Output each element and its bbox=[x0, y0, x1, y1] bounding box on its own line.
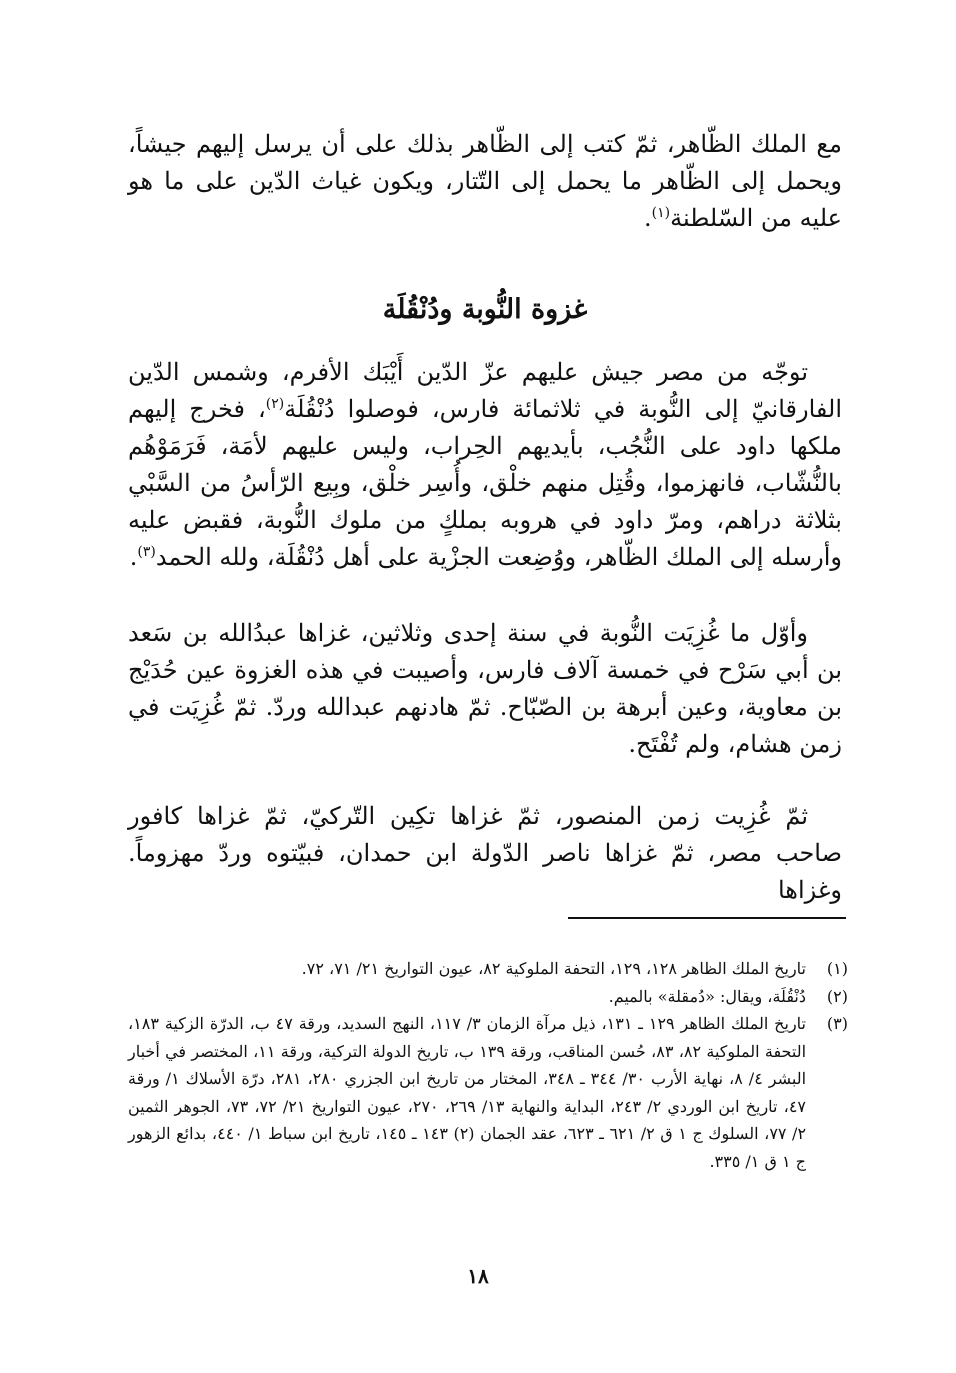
page-number: ١٨ bbox=[467, 1264, 489, 1288]
paragraph-nubia-campaign bbox=[128, 354, 842, 576]
paragraph-first-raid bbox=[128, 615, 842, 763]
intro-paragraph bbox=[128, 126, 842, 237]
footnote-3 bbox=[128, 1010, 848, 1175]
paragraph-text-part2: ، فخرج إليهم ملكها داود على النُّجُب، بأيديهم الحِراب، وليس عليهم لأمَة، فَرَمَوْهُم بالنُّشّاب، فانهزموا، وقُتِل منهم خلْق، وأُسِر خلْق، وبِيع الرّأسُ من السَّبْي بثلاثة دراهم، ومرّ داود في هروبه بملكٍ من ملوك النُّوبة، فقبض عليه وأرسله إلى الملك الظّاهر، ووُضِعت الجزْية على أهل دُنْقُلَة، ولله الحمد bbox=[128, 395, 842, 571]
paragraph-later-raids bbox=[128, 798, 842, 909]
footnote-ref-2: (٢) bbox=[265, 396, 285, 412]
footnote-ref-1: (١) bbox=[651, 205, 671, 221]
footnote-text: تاريخ الملك الظاهر ١٢٨، ١٢٩، التحفة الملوكية ٨٢، عيون التواريخ ٢١/ ٧١، ٧٢. bbox=[301, 959, 806, 978]
footnote-number: (١) bbox=[826, 959, 848, 978]
paragraph-text: وأوّل ما غُزِيَت النُّوبة في سنة إحدى وثلاثين، غزاها عبدُالله بن سَعد بن أبي سَرْح في خمسة آلاف فارس، وأصيبت في هذه الغزوة عين حُدَيْج بن معاوية، وعين أبرهة بن الصّبّاح. ثمّ هادنهم عبدالله وردّ. ثمّ غُزِيَت في زمن هشام، ولم تُفْتَح. bbox=[128, 619, 842, 758]
intro-end: . bbox=[644, 204, 652, 232]
footnote-number: (٣) bbox=[826, 1014, 848, 1033]
section-heading: غزوة النُّوبة ودُنْقُلَة bbox=[382, 294, 588, 325]
paragraph-text: ثمّ غُزِيت زمن المنصور، ثمّ غزاها تكِين التّركيّ، ثمّ غزاها كافور صاحب مصر، ثمّ غزاها ناصر الدّولة ابن حمدان، فبيّتوه وردّ مهزوماً. وغزاها bbox=[128, 802, 842, 904]
footnote-2 bbox=[128, 983, 848, 1011]
footnote-divider bbox=[568, 917, 846, 919]
paragraph-end: . bbox=[129, 543, 138, 571]
footnote-ref-3: (٣) bbox=[137, 544, 156, 560]
footnotes bbox=[128, 955, 848, 1175]
footnote-text: تاريخ الملك الظاهر ١٢٩ ـ ١٣١، ذيل مرآة الزمان ٣/ ١١٧، النهج السديد، ورقة ٤٧ ب، الدرّة الزكية ١٨٣، التحفة الملوكية ٨٢، ٨٣، حُسن المناقب، ورقة ١٣٩ ب، تاريخ الدولة التركية، ورقة ١١، المختصر في أخبار البشر ٤/ ٨، نهاية الأرب ٣٠/ ٣٤٤ ـ ٣٤٨، المختار من تاريخ ابن الجزري ٢٨٠، ٢٨١، درّة الأسلاك ١/ ورقة ٤٧، تاريخ ابن الوردي ٢/ ٢٤٣، البداية والنهاية ١٣/ ٢٦٩، ٢٧٠، عيون التواريخ ٢١/ ٧٢، ٧٣، الجوهر الثمين ٢/ ٧٧، السلوك ج ١ ق ٢/ ٦٢١ ـ ٦٢٣، عقد الجمان (٢) ١٤٣ ـ ١٤٥، تاريخ ابن سباط ١/ ٤٤٠، بدائع الزهور ج ١ ق ١/ ٣٣٥. bbox=[128, 1014, 807, 1171]
footnote-number: (٢) bbox=[826, 986, 848, 1006]
footnote-text: دُنْقُلَة، ويقال: «دُمقلة» بالميم. bbox=[608, 986, 806, 1006]
paragraph-text-part1: توجّه من مصر جيش عليهم عزّ الدّين أَيْبَك الأفرم، وشمس الدّين الفارقانيّ إلى النُّوبة في ثلاثمائة فارس، فوصلوا دُنْقُلَة bbox=[128, 358, 843, 423]
footnote-1 bbox=[128, 955, 848, 983]
intro-text: مع الملك الظّاهر، ثمّ كتب إلى الظّاهر بذلك على أن يرسل إليهم جيشاً، ويحمل إلى الظّاهر ما يحمل إلى التّتار، ويكون غياث الدّين على ما هو عليه من السّلطنة bbox=[128, 130, 842, 232]
